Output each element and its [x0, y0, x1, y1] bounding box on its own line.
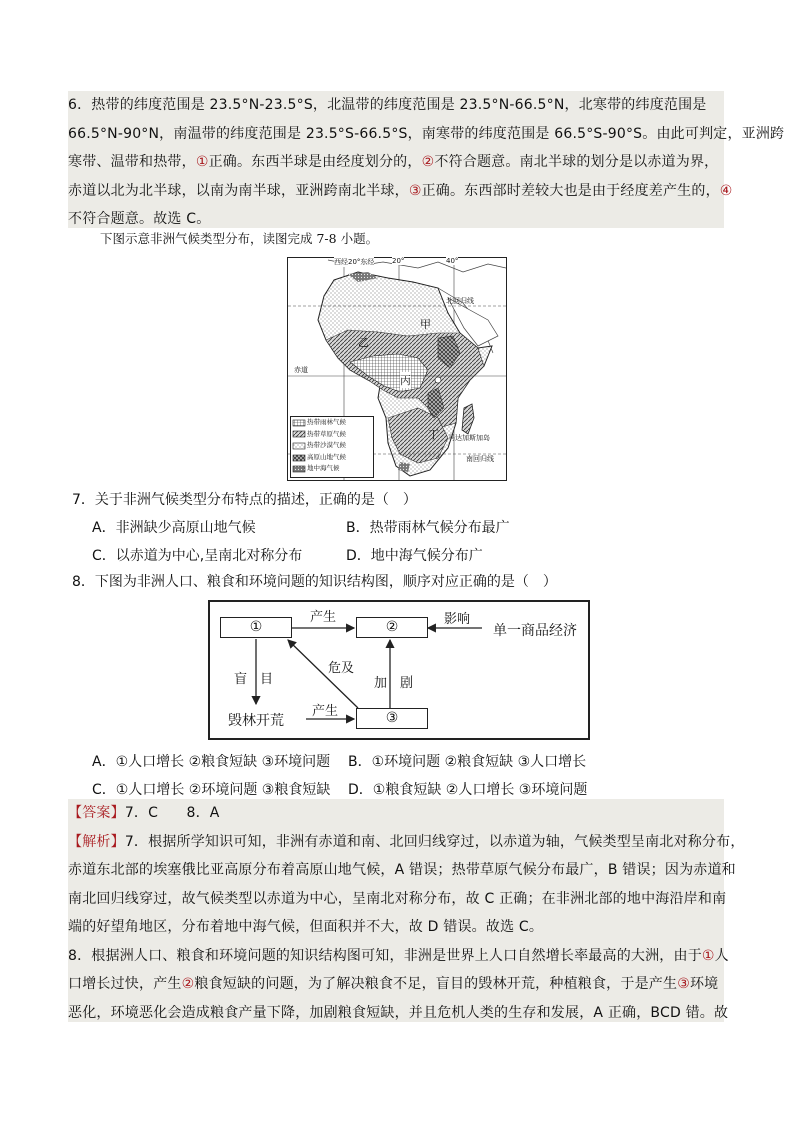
circled-number: ② — [181, 976, 195, 992]
legend-item — [291, 452, 373, 464]
legend-item — [291, 440, 373, 452]
diagram-single-economy: 单一商品经济 — [493, 623, 577, 639]
q8-structure-diagram — [208, 600, 590, 740]
analysis-line-1 — [68, 828, 745, 857]
map-label-tropic-s: 南回归线 — [466, 455, 494, 463]
q8-stem: 8．下图为非洲人口、粮食和环境问题的知识结构图，顺序对应正确的是（ ） — [72, 574, 557, 590]
analysis-q8-lines — [68, 942, 729, 1028]
analysis-q7-line: 赤道东北部的埃塞俄比亚高原分布着高原山地气候，A 错误；热带草原气候分布最广，B 错误；因为赤道和 — [68, 862, 736, 878]
q7-option-b: B．热带雨林气候分布最广 — [346, 520, 510, 536]
map-top-label-3: 40° — [446, 257, 459, 265]
map-top-label-1: 西经20°东经 — [334, 258, 375, 266]
legend-label-desert: 热带沙漠气候 — [307, 441, 346, 450]
map-intro: 下图示意非洲气候类型分布，读图完成 7-8 小题。 — [100, 231, 379, 246]
q6-line — [68, 120, 785, 149]
analysis-q7-line: 端的好望角地区，分布着地中海气候，但面积并不大，故 D 错误。故选 C。 — [68, 919, 544, 935]
legend-item — [291, 417, 373, 429]
text-segment: 8．根据洲人口、粮食和环境问题的知识结构图可知，非洲是世界上人口自然增长率最高的大洲，由于 — [68, 947, 702, 964]
map-region-yi: 乙 — [358, 336, 369, 349]
diagram-label-endanger: 危及 — [328, 661, 355, 676]
map-label-tropic-n: 北回归线 — [446, 297, 474, 305]
answer-line — [68, 799, 724, 828]
q6-explanation-lines — [68, 91, 785, 234]
diagram-label-blind: 盲 目 — [234, 672, 274, 687]
analysis-label: 【解析】 — [68, 833, 125, 850]
legend-label-mediterranean: 地中海气候 — [307, 464, 340, 473]
legend-swatch-highland — [291, 454, 307, 462]
q6-explanation — [68, 91, 785, 228]
map-top-label-2: 20° — [392, 257, 405, 265]
q6-line — [68, 177, 733, 206]
legend-item — [291, 463, 373, 475]
circled-number: ④ — [719, 182, 733, 199]
map-legend — [290, 416, 374, 478]
text-segment: 不符合题意。故选 C。 — [68, 211, 211, 227]
legend-label-savanna: 热带草原气候 — [307, 429, 346, 438]
q6-line — [68, 148, 724, 177]
q6-line — [68, 91, 724, 120]
q7-stem: 7．关于非洲气候类型分布特点的描述，正确的是（ ） — [72, 492, 417, 508]
circled-number: ② — [421, 154, 435, 170]
analysis-q8-line — [68, 999, 729, 1028]
text-segment: 环境 — [689, 976, 719, 992]
text-segment: 寒带、温带和热带， — [68, 154, 196, 170]
diagram-label-produce-top: 产生 — [310, 610, 337, 625]
text-segment: 赤道以北为北半球，以南为南半球，亚洲跨南北半球， — [68, 182, 409, 199]
answer-text: 7．C 8．A — [124, 805, 220, 821]
text-segment: 人 — [714, 947, 729, 964]
legend-swatch-rainforest — [291, 419, 307, 427]
text-segment: 粮食短缺的问题，为了解决粮食不足，盲目的毁林开荒，种植粮食，于是产生 — [194, 976, 678, 992]
map-region-jia: 甲 — [420, 318, 431, 331]
circled-number: ③ — [677, 976, 690, 992]
analysis-q7-line: 南北回归线穿过，故气候类型以赤道为中心，呈南北对称分布，故 C 正确；在非洲北部的地中海沿岸和南 — [68, 890, 727, 907]
analysis-q7-line: 7．根据所学知识可知，非洲有赤道和南、北回归线穿过，以赤道为轴，气候类型呈南北对称分布， — [124, 833, 745, 850]
diagram-label-influence: 影响 — [444, 612, 471, 627]
diagram-box-3: ③ — [356, 708, 428, 729]
diagram-label-aggravate: 加 剧 — [374, 676, 414, 691]
q8-option-d: D．①粮食短缺 ②人口增长 ③环境问题 — [348, 782, 588, 798]
legend-label-rainforest: 热带雨林气候 — [307, 418, 346, 426]
answer-analysis — [68, 799, 745, 1022]
legend-swatch-desert — [291, 442, 307, 450]
text-segment: 恶化，环境恶化会造成粮食产量下降，加剧粮食短缺，并且危机人类的生存和发展，A 正确，BCD 错。故 — [68, 1004, 729, 1021]
q7-option-c: C．以赤道为中心,呈南北对称分布 — [92, 548, 303, 564]
text-segment: 口增长过快，产生 — [68, 976, 182, 992]
legend-swatch-mediterranean — [291, 465, 307, 473]
map-region-ding: 丁 — [428, 428, 439, 441]
text-segment: 66.5°N-90°N，南温带的纬度范围是 23.5°S-66.5°S，南寒带的纬度范围是 66.5°S-90°S。由此可判定，亚洲跨 — [68, 125, 785, 142]
map-label-madagascar: 马达加斯加岛 — [448, 434, 490, 442]
circled-number: ① — [195, 154, 209, 170]
q7-option-a: A．非洲缺少高原山地气候 — [92, 520, 256, 536]
diagram-label-produce-bottom: 产生 — [312, 704, 339, 719]
analysis-q8-line — [68, 970, 724, 999]
diagram-deforest: 毁林开荒 — [228, 713, 284, 729]
text-segment: 不符合题意。南北半球的划分是以赤道为界， — [434, 154, 719, 170]
map-region-bing: 丙 — [400, 374, 411, 387]
legend-item — [291, 429, 373, 441]
analysis-q8-line — [68, 942, 729, 971]
q8-option-c: C．①人口增长 ②环境问题 ③粮食短缺 — [92, 782, 331, 798]
q8-option-a: A．①人口增长 ②粮食短缺 ③环境问题 — [92, 754, 331, 770]
text-segment: 6．热带的纬度范围是 23.5°N-23.5°S，北温带的纬度范围是 23.5°N-66.5°N，北寒带的纬度范围是 — [68, 97, 707, 113]
q8-option-b: B．①环境问题 ②粮食短缺 ③人口增长 — [348, 754, 587, 770]
text-segment: 正确。东西半球是由经度划分的， — [208, 154, 422, 170]
answer-label: 【答案】 — [68, 805, 125, 821]
legend-label-highland: 高原山地气候 — [307, 452, 346, 461]
circled-number: ① — [701, 947, 715, 964]
circled-number: ③ — [408, 182, 422, 199]
map-label-equator: 赤道 — [294, 366, 308, 374]
diagram-box-2: ② — [356, 617, 428, 638]
q7-option-d: D．地中海气候分布广 — [346, 548, 483, 564]
text-segment: 正确。东西部时差较大也是由于经度差产生的， — [421, 182, 720, 199]
africa-climate-map — [287, 257, 507, 481]
legend-swatch-savanna — [291, 430, 307, 438]
diagram-box-1: ① — [220, 617, 292, 638]
